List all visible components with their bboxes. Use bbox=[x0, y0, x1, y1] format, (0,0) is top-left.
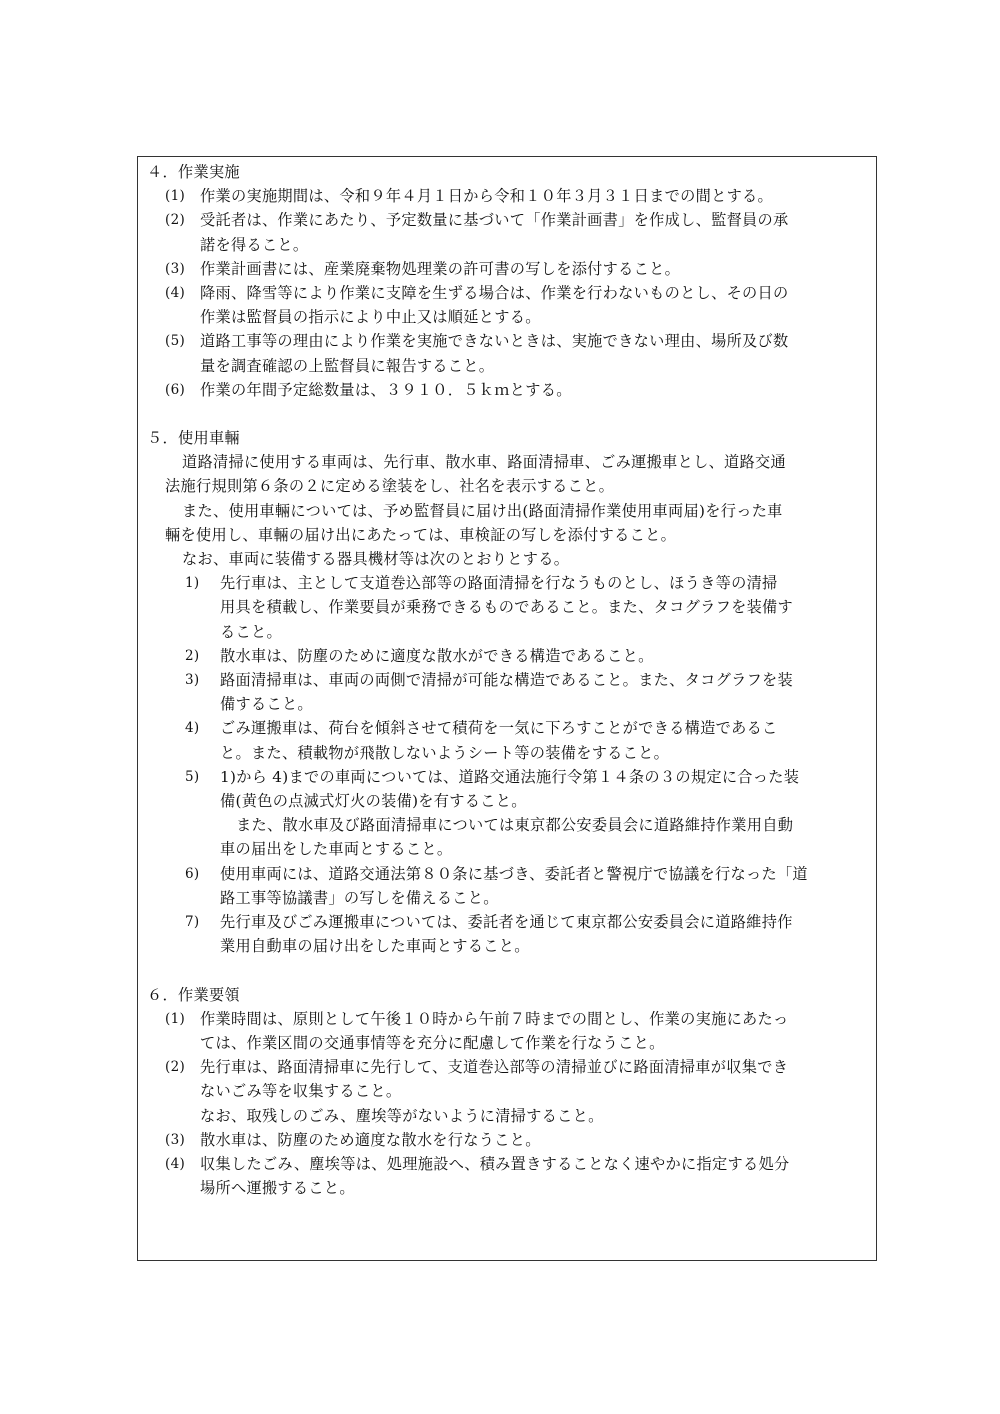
item-number: 6) bbox=[185, 865, 200, 882]
section-5-paragraph-3 bbox=[147, 547, 871, 571]
item-text: 降雨、降雪等により作業に支障を生ずる場合は、作業を行わないものとし、その日の bbox=[200, 284, 789, 303]
item-text: 量を調査確認の上監督員に報告すること。 bbox=[200, 356, 495, 375]
item-text: と。また、積載物が飛散しないようシート等の装備をすること。 bbox=[220, 743, 670, 762]
item-note: なお、取残しのごみ、塵埃等がないように清掃すること。 bbox=[200, 1106, 604, 1125]
section-6-title: ６．作業要領 bbox=[147, 985, 240, 1004]
section-5-item-1 bbox=[147, 571, 871, 644]
paragraph-line: なお、車両に装備する器具機材等は次のとおりとする。 bbox=[182, 550, 570, 569]
note-line: 車の届出をした車両とすること。 bbox=[220, 840, 453, 859]
section-5-item-7 bbox=[147, 910, 871, 958]
item-text: 作業の年間予定総数量は、３９１０．５ｋｍとする。 bbox=[200, 380, 572, 399]
item-text: 諾を得ること。 bbox=[200, 235, 309, 254]
item-number: (2) bbox=[165, 1059, 186, 1076]
item-text: 作業の実施期間は、令和９年４月１日から令和１０年３月３１日までの間とする。 bbox=[200, 187, 774, 206]
section-5-item-6 bbox=[147, 862, 871, 910]
section-6-item-3 bbox=[147, 1128, 871, 1152]
item-number: (3) bbox=[165, 260, 186, 277]
item-text: 使用車両には、道路交通法第８０条に基づき、委託者と警視庁で協議を行なった「道 bbox=[220, 864, 808, 883]
section-5-item-3 bbox=[147, 668, 871, 716]
item-text: 作業時間は、原則として午後１０時から午前７時までの間とし、作業の実施にあたっ bbox=[200, 1009, 789, 1028]
paragraph-line: 法施行規則第６条の２に定める塗装をし、社名を表示すること。 bbox=[165, 477, 615, 496]
section-4-title: ４．作業実施 bbox=[147, 163, 240, 181]
item-text: 散水車は、防塵のため適度な散水を行なうこと。 bbox=[200, 1130, 541, 1149]
item-number: 4) bbox=[185, 720, 200, 737]
item-text: 収集したごみ、塵埃等は、処理施設へ、積み置きすることなく速やかに指定する処分 bbox=[200, 1154, 790, 1173]
section-6-item-1 bbox=[147, 1007, 871, 1055]
item-text: 場所へ運搬すること。 bbox=[200, 1179, 355, 1198]
section-5-item-5-note bbox=[147, 813, 871, 837]
item-number: (1) bbox=[165, 188, 186, 205]
document-body bbox=[147, 160, 871, 1200]
item-text: 道路工事等の理由により作業を実施できないときは、実施できない理由、場所及び数 bbox=[200, 332, 789, 351]
section-5-item-5 bbox=[147, 765, 871, 813]
section-4-item-6 bbox=[147, 378, 871, 402]
item-number: (4) bbox=[165, 285, 186, 302]
item-text: 先行車は、路面清掃車に先行して、支道巻込部等の清掃並びに路面清掃車が収集でき bbox=[200, 1058, 789, 1077]
item-number: 3) bbox=[185, 672, 200, 689]
section-4-item-2 bbox=[147, 208, 871, 256]
section-6-item-2 bbox=[147, 1055, 871, 1128]
section-5-paragraph-2 bbox=[147, 499, 871, 523]
item-number: 7) bbox=[185, 914, 200, 931]
section-5-item-2 bbox=[147, 644, 871, 668]
item-text: 作業計画書には、産業廃棄物処理業の許可書の写しを添付すること。 bbox=[200, 259, 681, 278]
section-5-paragraph-1 bbox=[147, 450, 871, 474]
item-text: 受託者は、作業にあたり、予定数量に基づいて「作業計画書」を作成し、監督員の承 bbox=[200, 211, 789, 230]
item-text: 用具を積載し、作業要員が乗務できるものであること。また、タコグラフを装備す bbox=[220, 598, 794, 617]
section-4-item-3 bbox=[147, 257, 871, 281]
note-line: また、散水車及び路面清掃車については東京都公安委員会に道路維持作業用自動 bbox=[236, 816, 794, 835]
item-number: (6) bbox=[165, 381, 186, 398]
item-text: ては、作業区間の交通事情等を充分に配慮して作業を行なうこと。 bbox=[200, 1033, 665, 1052]
item-text: ごみ運搬車は、荷台を傾斜させて積荷を一気に下ろすことができる構造であるこ bbox=[220, 719, 778, 738]
item-text: 備すること。 bbox=[220, 695, 313, 714]
item-number: (3) bbox=[165, 1131, 186, 1148]
item-number: (1) bbox=[165, 1010, 186, 1027]
section-6-item-4 bbox=[147, 1152, 871, 1200]
item-text: 備(黄色の点滅式灯火の装備)を有すること。 bbox=[220, 792, 527, 811]
paragraph-line: 輛を使用し、車輛の届け出にあたっては、車検証の写しを添付すること。 bbox=[165, 525, 677, 544]
item-number: 2) bbox=[185, 647, 200, 664]
section-4-item-1 bbox=[147, 184, 871, 208]
item-text: 先行車及びごみ運搬車については、委託者を通じて東京都公安委員会に道路維持作 bbox=[220, 913, 793, 932]
item-text: 作業は監督員の指示により中止又は順延とする。 bbox=[200, 308, 541, 327]
paragraph-line: また、使用車輛については、予め監督員に届け出(路面清掃作業使用車両届)を行った車 bbox=[182, 501, 783, 520]
item-text: 業用自動車の届け出をした車両とすること。 bbox=[220, 937, 530, 956]
item-number: (5) bbox=[165, 333, 186, 350]
item-number: (2) bbox=[165, 212, 186, 229]
section-5-title: ５．使用車輛 bbox=[147, 429, 240, 448]
item-text: 先行車は、主として支道巻込部等の路面清掃を行なうものとし、ほうき等の清掃 bbox=[220, 574, 778, 593]
item-text: 1)から 4)までの車両については、道路交通法施行令第１４条の３の規定に合った装 bbox=[220, 767, 800, 786]
section-4-item-5 bbox=[147, 329, 871, 377]
section-5-item-4 bbox=[147, 716, 871, 764]
item-text: ないごみ等を収集すること。 bbox=[200, 1082, 402, 1101]
item-text: 散水車は、防塵のために適度な散水ができる構造であること。 bbox=[220, 646, 654, 665]
item-number: 1) bbox=[185, 575, 200, 592]
item-number: 5) bbox=[185, 768, 200, 785]
section-4-item-4 bbox=[147, 281, 871, 329]
item-text: ること。 bbox=[220, 622, 282, 641]
item-text: 路工事等協議書」の写しを備えること。 bbox=[220, 888, 499, 907]
item-text: 路面清掃車は、車両の両側で清掃が可能な構造であること。また、タコグラフを装 bbox=[220, 671, 794, 690]
item-number: (4) bbox=[165, 1155, 186, 1172]
paragraph-line: 道路清掃に使用する車両は、先行車、散水車、路面清掃車、ごみ運搬車とし、道路交通 bbox=[182, 453, 787, 472]
